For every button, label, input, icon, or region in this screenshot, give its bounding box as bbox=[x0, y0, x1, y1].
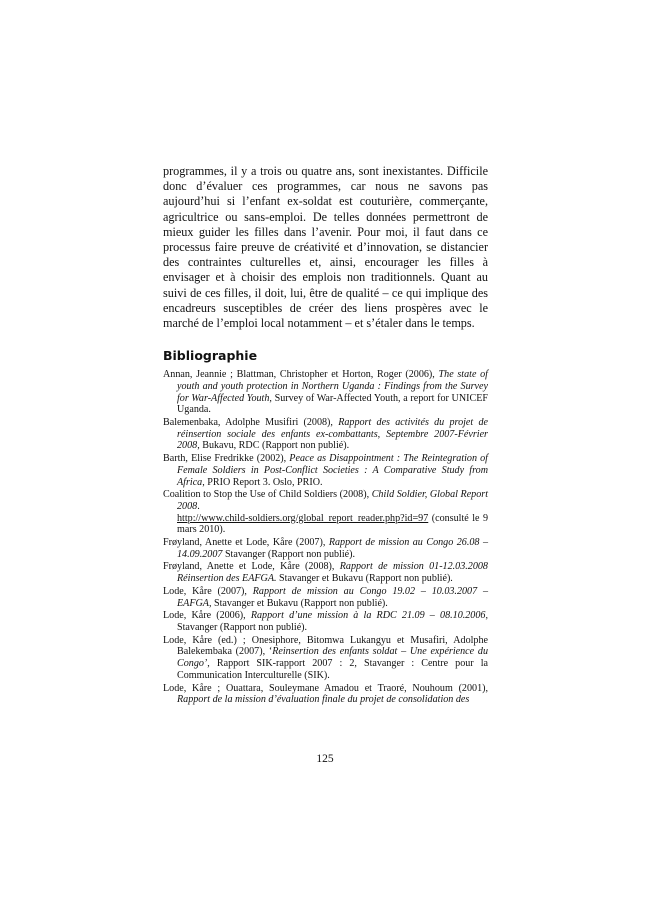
bibliography-title: Child Soldier, Global Report 2008 bbox=[177, 489, 488, 512]
bibliography-title: Rapport de mission 01-12.03.2008 Réinsertion des EAFGA. bbox=[177, 561, 488, 585]
bibliography-entry: Balemenbaka, Adolphe Musifiri (2008), Rapport des activités du projet de réinsertion sociale des enfants ex-combattants, Septembre 2007-Février 2008, Bukavu, RDC (Rapport non publié). bbox=[163, 417, 488, 452]
bibliography-title: The state of youth and youth protection in Northern Uganda : Findings from the Survey for War-Affected Youth bbox=[177, 369, 488, 404]
bibliography-heading: Bibliographie bbox=[163, 348, 258, 364]
bibliography-entry: Lode, Kåre (ed.) ; Onesiphore, Bitomwa Lukangyu et Musafiri, Adolphe Balekembaka (2007), ‘Reinsertion des enfants soldat – Une expérience du Congo’, Rapport SIK-rapport 2007 : 2, Stavanger : Centre pour la Communication Interculturelle (SIK). bbox=[163, 634, 488, 681]
bibliography-entry: Frøyland, Anette et Lode, Kåre (2007), Rapport de mission au Congo 26.08 – 14.09.2007 Stavanger (Rapport non publié). bbox=[163, 537, 488, 560]
bibliography-title: Rapport des activités du projet de réinsertion sociale des enfants ex-combattants, Septembre 2007-Février 2008 bbox=[177, 417, 488, 452]
bibliography-url-link[interactable]: http://www.child-soldiers.org/global_report_reader.php?id=97 bbox=[177, 512, 429, 524]
bibliography-title: Peace as Disappointment : The Reintegration of Female Soldiers in Post-Conflict Societies : A Comparative Study from Africa bbox=[177, 453, 488, 488]
bibliography-title: Rapport d’une mission à la RDC 21.09 – 08.10.2006, bbox=[250, 610, 488, 622]
body-paragraph: programmes, il y a trois ou quatre ans, sont inexistantes. Difficile donc d’évaluer ces programmes, car nous ne savons pas aujourd’hui si l’enfant ex-soldat est couturière, commerçante, agricultrice ou sans-emploi. De telles données permettront de mieux guider les filles dans l’avenir. Pour moi, il faut dans ce processus faire preuve de créativité et d’innovation, se distancier des contraintes culturelles et, ainsi, encourager les filles à envisager et à choisir des emplois non traditionnels. Quant au suivi de ces filles, il doit, lui, être de qualité – ce qui implique des encadreurs susceptibles de créer des liens prospères avec le marché de l’emploi local notamment – et s’étaler dans le temps. bbox=[163, 164, 488, 331]
bibliography-entry: Annan, Jeannie ; Blattman, Christopher et Horton, Roger (2006), The state of youth and youth protection in Northern Uganda : Findings from the Survey for War-Affected Youth, Survey of War-Affected Youth, a report for UNICEF Uganda. bbox=[163, 369, 489, 416]
bibliography-entry: Lode, Kåre (2007), Rapport de mission au Congo 19.02 – 10.03.2007 – EAFGA, Stavanger et Bukavu (Rapport non publié). bbox=[163, 585, 488, 609]
bibliography-entry: Lode, Kåre (2006), Rapport d’une mission à la RDC 21.09 – 08.10.2006, Stavanger (Rapport non publié). bbox=[163, 610, 488, 633]
page-content bbox=[163, 164, 488, 707]
bibliography-entry: Coalition to Stop the Use of Child Soldiers (2008), Child Soldier, Global Report 2008. http://www.child-soldiers.org/global_report_reader.php?id=97 (consulté le 9 mars 2010). bbox=[163, 489, 488, 536]
page-number: 125 bbox=[316, 753, 334, 765]
bibliography-entry: Frøyland, Anette et Lode, Kåre (2008), Rapport de mission 01-12.03.2008 Réinsertion des EAFGA. Stavanger et Bukavu (Rapport non publié). bbox=[163, 561, 488, 585]
bibliography-title: Rapport de mission au Congo 19.02 – 10.03.2007 – EAFGA, bbox=[177, 585, 488, 609]
bibliography-list bbox=[163, 369, 488, 706]
bibliography-title: Rapport de la mission d’évaluation finale du projet de consolidation des bbox=[177, 694, 470, 706]
bibliography-title: Reinsertion des enfants soldat – Une expérience du Congo’ bbox=[177, 646, 488, 670]
bibliography-entry: Barth, Elise Fredrikke (2002), Peace as Disappointment : The Reintegration of Female Soldiers in Post-Conflict Societies : A Comparative Study from Africa, PRIO Report 3. Oslo, PRIO. bbox=[163, 453, 488, 488]
bibliography-entry: Lode, Kåre ; Ouattara, Souleymane Amadou et Traoré, Nouhoum (2001), Rapport de la mission d’évaluation finale du projet de consolidation des bbox=[163, 682, 488, 706]
bibliography-title: Rapport de mission au Congo 26.08 – 14.09.2007 bbox=[177, 537, 488, 560]
